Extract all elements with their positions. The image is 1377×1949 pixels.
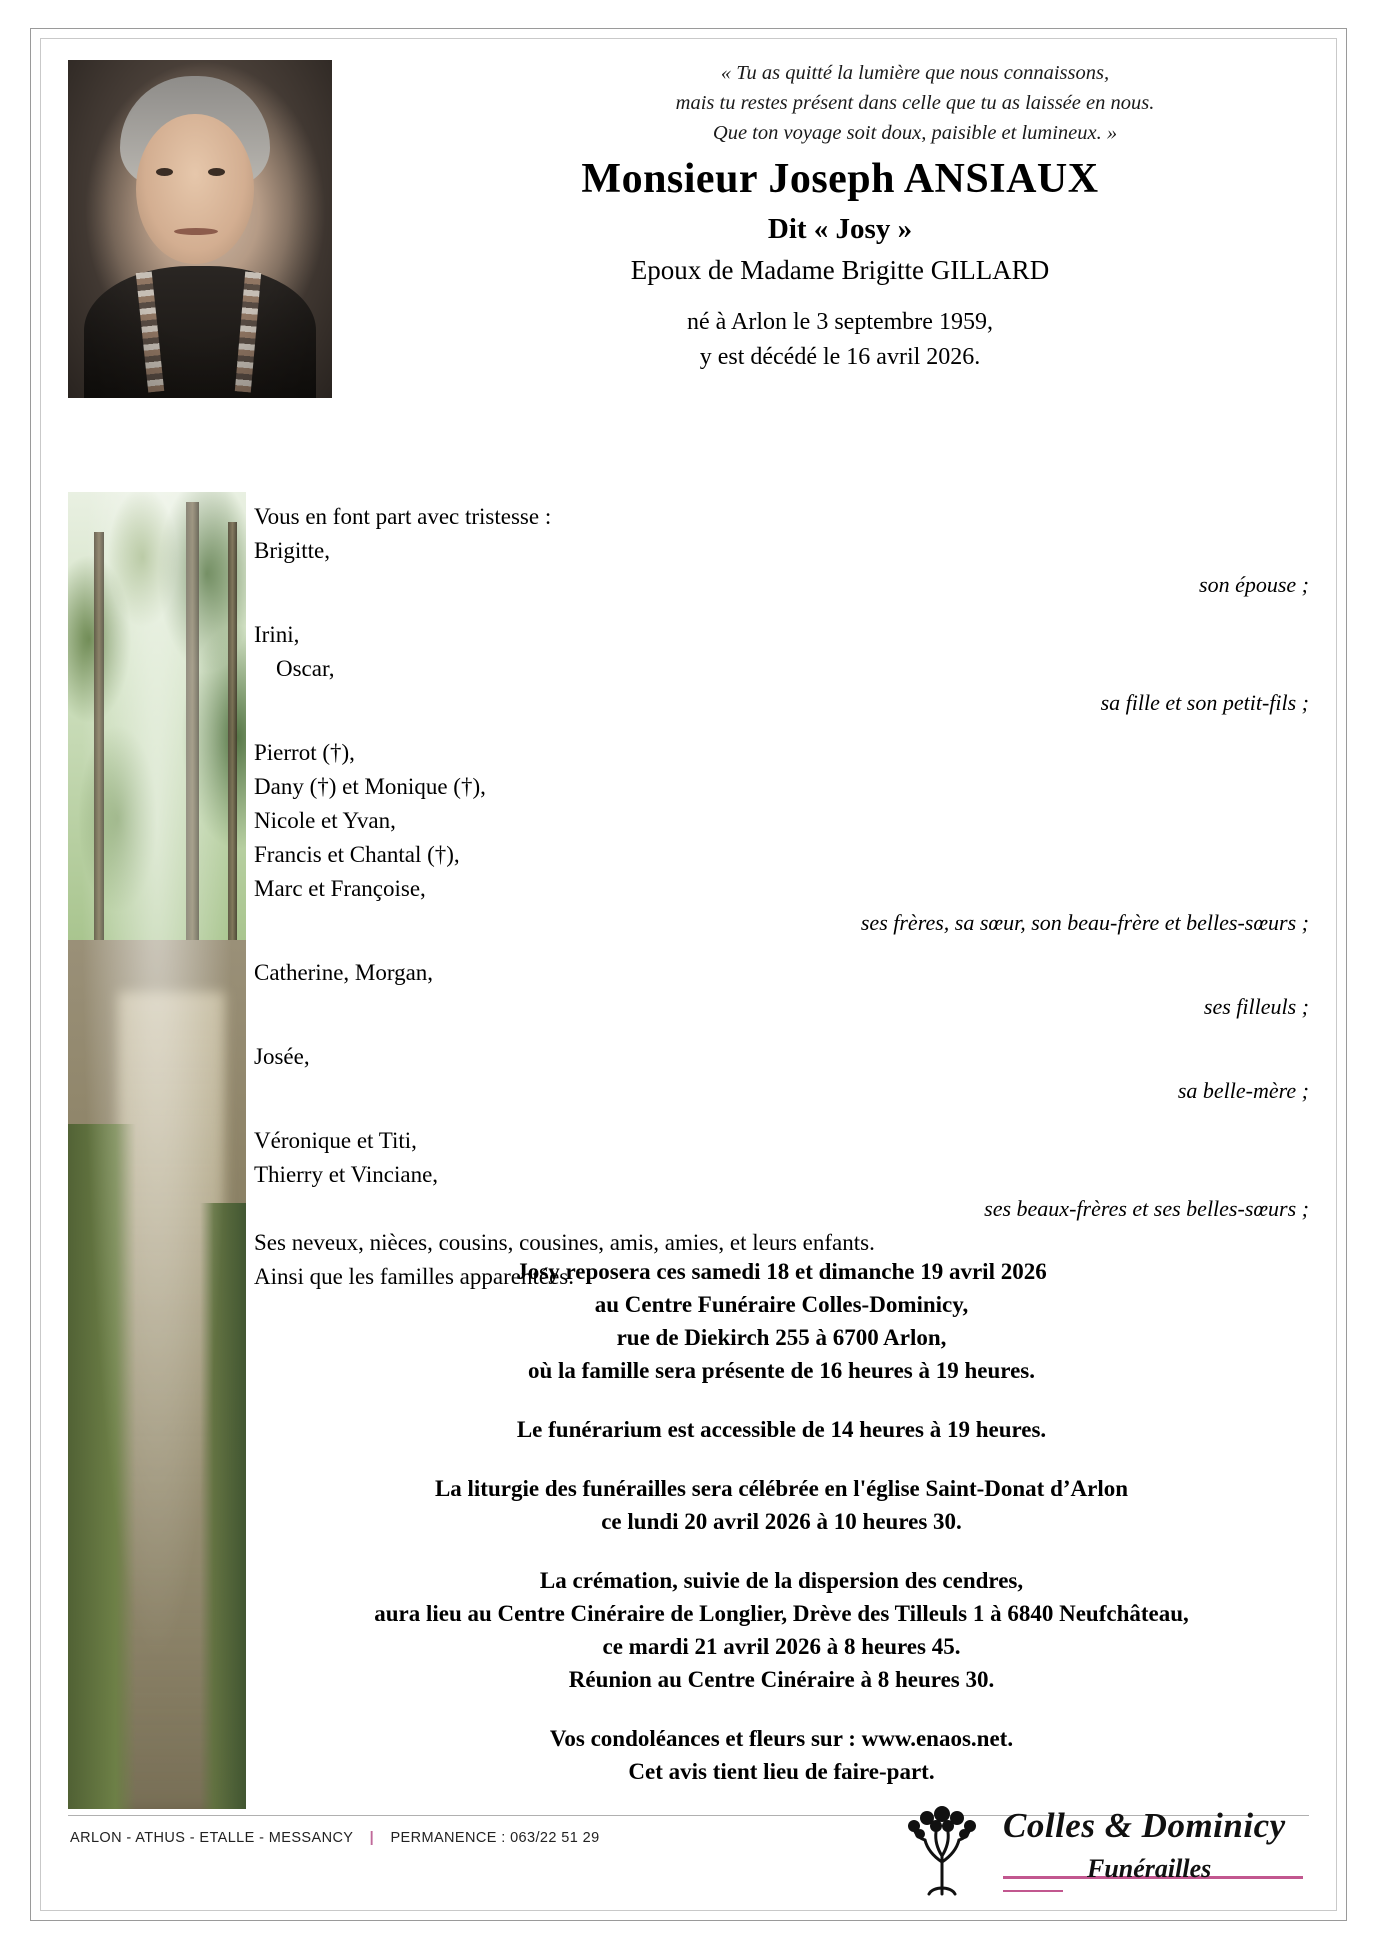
ceremony-line: aura lieu au Centre Cinéraire de Longlier, Drève des Tilleuls 1 à 6840 Neufchâteau, [374, 1601, 1189, 1626]
family-member: Thierry et Vinciane, [254, 1162, 439, 1187]
family-role: son épouse ; [1199, 572, 1309, 597]
family-member: Dany (†) et Monique (†), [254, 774, 486, 799]
ceremony-line: où la famille sera présente de 16 heures à 19 heures. [527, 1358, 1035, 1383]
ceremony-line: au Centre Funéraire Colles-Dominicy, [594, 1292, 969, 1317]
family-role: ses frères, sa sœur, son beau-frère et belles-sœurs ; [860, 910, 1309, 935]
spacer [254, 940, 1309, 956]
ceremony-block-viewing [254, 1255, 1309, 1387]
company-tagline: Funérailles [1087, 1854, 1212, 1883]
family-role: ses filleuls ; [1203, 994, 1309, 1019]
birth-line: né à Arlon le 3 septembre 1959, [687, 309, 993, 335]
death-line: y est décédé le 16 avril 2026. [699, 344, 981, 370]
family-role: ses beaux-frères et ses belles-sœurs ; [984, 1196, 1309, 1221]
footer-contact [70, 1830, 600, 1846]
ceremony-line: La crémation, suivie de la dispersion des cendres, [539, 1568, 1024, 1593]
portrait-vignette [68, 60, 332, 398]
ceremony-block-liturgy [254, 1472, 1309, 1538]
quote-line-2: mais tu restes présent dans celle que tu as laissée en nous. [675, 92, 1155, 114]
family-member: Catherine, Morgan, [254, 960, 434, 985]
logo-rule-short [1003, 1890, 1063, 1892]
spouse-line: Epoux de Madame Brigitte GILLARD [630, 255, 1050, 285]
quote-line-3: Que ton voyage soit doux, paisible et lumineux. » [712, 122, 1118, 144]
family-member: Francis et Chantal (†), [254, 842, 460, 867]
forest-path-photo [68, 492, 246, 1809]
spacer [254, 1108, 1309, 1124]
deceased-name: Monsieur Joseph ANSIAUX [581, 156, 1099, 202]
quote-line-1: « Tu as quitté la lumière que nous connaissons, [720, 62, 1110, 84]
family-member: Oscar, [276, 656, 335, 681]
footer-separator: | [369, 1830, 375, 1846]
footer-permanence: PERMANENCE : 063/22 51 29 [390, 1830, 600, 1846]
condolences-line: Vos condoléances et fleurs sur : www.enaos.net. [549, 1726, 1014, 1751]
ceremony-line: La liturgie des funérailles sera célébrée en l'église Saint-Donat d’Arlon [434, 1476, 1129, 1501]
family-closing-2: Ainsi que les familles apparentées. [254, 1264, 574, 1289]
ceremony-line: Le funérarium est accessible de 14 heures à 19 heures. [516, 1417, 1047, 1442]
ceremony-line: ce mardi 21 avril 2026 à 8 heures 45. [602, 1634, 961, 1659]
spacer [254, 1024, 1309, 1040]
ceremony-details [254, 1255, 1309, 1814]
ceremony-block-cremation [254, 1564, 1309, 1696]
family-member: Marc et Françoise, [254, 876, 426, 901]
footer-cities: ARLON - ATHUS - ETALLE - MESSANCY [70, 1830, 354, 1846]
ceremony-line: Josy reposera ces samedi 18 et dimanche 19 avril 2026 [516, 1259, 1047, 1284]
memorial-quote [520, 58, 1310, 148]
family-closing-1: Ses neveux, nièces, cousins, cousines, amis, amies, et leurs enfants. [254, 1230, 875, 1255]
ceremony-block-funerarium [254, 1413, 1309, 1446]
ceremony-line: Cet avis tient lieu de faire-part. [628, 1759, 935, 1784]
company-name: Colles & Dominicy [1003, 1806, 1286, 1845]
birth-death-dates [360, 305, 1320, 375]
family-member: Pierrot (†), [254, 740, 355, 765]
family-member: Véronique et Titi, [254, 1128, 417, 1153]
deceased-portrait-photo [68, 60, 332, 398]
ceremony-line: ce lundi 20 avril 2026 à 10 heures 30. [601, 1509, 962, 1534]
family-member: Nicole et Yvan, [254, 808, 396, 833]
family-member: Brigitte, [254, 538, 331, 563]
ceremony-line: rue de Diekirch 255 à 6700 Arlon, [616, 1325, 947, 1350]
photo-haze [68, 492, 246, 1809]
ceremony-block-condolences [254, 1722, 1309, 1788]
ceremony-line: Réunion au Centre Cinéraire à 8 heures 30. [568, 1667, 995, 1692]
deceased-nickname: Dit « Josy » [767, 213, 913, 245]
family-member: Irini, [254, 622, 300, 647]
family-intro: Vous en font part avec tristesse : [254, 504, 552, 529]
spacer [254, 720, 1309, 736]
family-announcement [254, 500, 1309, 1294]
company-logo [877, 1798, 1307, 1908]
spacer [254, 602, 1309, 618]
family-role: sa fille et son petit-fils ; [1100, 690, 1309, 715]
tree-icon [887, 1804, 997, 1900]
family-role: sa belle-mère ; [1177, 1078, 1309, 1103]
family-member: Josée, [254, 1044, 310, 1069]
